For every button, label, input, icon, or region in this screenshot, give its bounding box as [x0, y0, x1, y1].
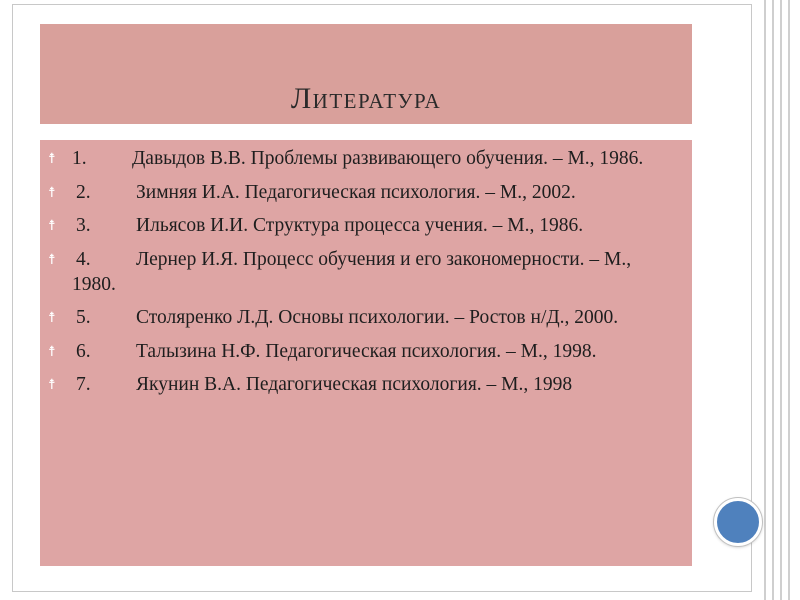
- reference-number: 5.: [76, 307, 91, 328]
- reference-number: 2.: [76, 181, 91, 203]
- reference-item: [48, 305, 672, 330]
- reference-number: 3.: [76, 215, 91, 236]
- reference-text: Давыдов В.В. Проблемы развивающего обучения. – М., 1986.: [132, 148, 644, 169]
- reference-list: [48, 146, 672, 406]
- dagger-bullet-icon: ☨: [48, 311, 56, 326]
- dagger-bullet-icon: ☨: [48, 185, 56, 201]
- dagger-bullet-icon: ☨: [48, 152, 56, 167]
- reference-item: [48, 146, 672, 171]
- reference-number: 4.: [76, 248, 91, 270]
- reference-text: Ильясов И.И. Структура процесса учения. – М., 1986.: [136, 215, 584, 236]
- reference-text: Лернер И.Я. Процесс обучения и его закономерности. – М., 1980.: [72, 248, 632, 295]
- reference-item: [48, 339, 672, 364]
- dagger-bullet-icon: ☨: [48, 219, 56, 234]
- reference-item: [48, 213, 672, 238]
- right-rail-line: [764, 0, 766, 600]
- right-rail-line: [780, 0, 782, 600]
- reference-item: [48, 247, 672, 297]
- title-band: [40, 24, 692, 124]
- content-band: [40, 140, 692, 566]
- dagger-bullet-icon: ☨: [48, 344, 56, 360]
- reference-text: Зимняя И.А. Педагогическая психология. – М., 2002.: [136, 181, 576, 203]
- reference-number: 1.: [72, 148, 87, 169]
- reference-item: [48, 372, 672, 397]
- right-rail-line: [788, 0, 790, 600]
- reference-number: 6.: [76, 340, 91, 362]
- reference-text: Столяренко Л.Д. Основы психологии. – Ростов н/Д., 2000.: [136, 307, 619, 328]
- right-rail-line: [772, 0, 774, 600]
- reference-number: 7.: [76, 374, 91, 395]
- accent-circle-icon: [714, 498, 762, 546]
- dagger-bullet-icon: ☨: [48, 378, 56, 393]
- reference-text: Якунин В.А. Педагогическая психология. – М., 1998: [136, 374, 573, 395]
- reference-item: [48, 180, 672, 205]
- reference-text: Талызина Н.Ф. Педагогическая психология. – М., 1998.: [136, 340, 597, 362]
- dagger-bullet-icon: ☨: [48, 252, 56, 268]
- slide-title: Литература: [290, 82, 442, 115]
